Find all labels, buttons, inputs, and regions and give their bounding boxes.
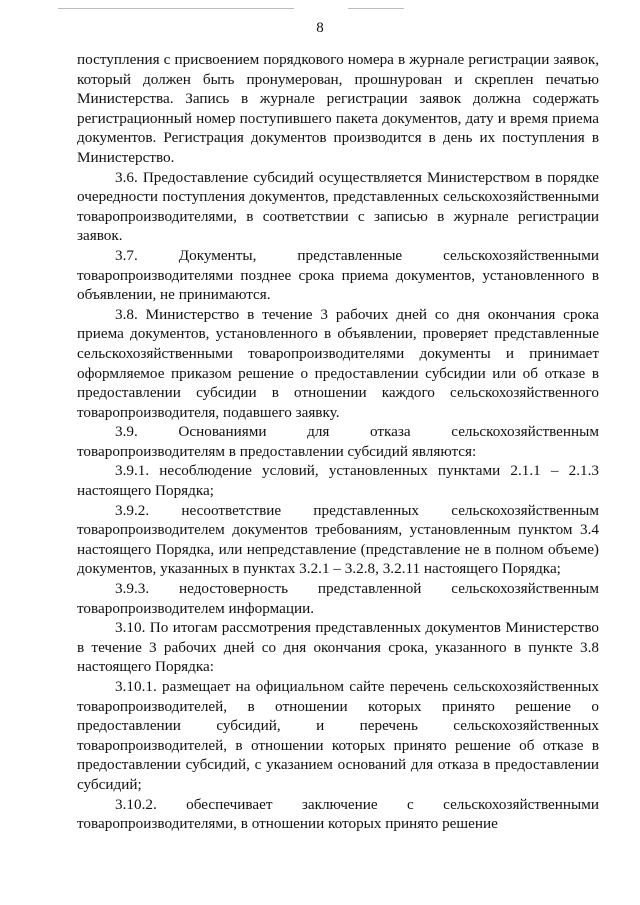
paragraph-3-10-1: 3.10.1. размещает на официальном сайте перечень сельскохозяйственных товаропроизводителей, в отношении которых принято решение о предоставлении субсидий, и перечень сельскохозяйственных товаропроизводителей, в отношении которых принято решение об отказе в предоставлении субсидий, с указанием оснований для отказа в предоставлении субсидий;	[77, 678, 599, 793]
paragraph-3-10-2: 3.10.2. обеспечивает заключение с сельскохозяйственными товаропроизводителями, в отношении которых принято решение	[77, 795, 599, 833]
paragraph-3-9: 3.9. Основаниями для отказа сельскохозяйственным товаропроизводителям в предоставлении субсидий являются:	[77, 423, 599, 460]
page-top-rule	[348, 8, 404, 9]
paragraph-continuation: поступления с присвоением порядкового номера в журнале регистрации заявок, который должен быть пронумерован, прошнурован и скреплен печатью Министерства. Запись в журнале регистрации заявок должна содержать регистрационный номер поступившего пакета документов, дату и время приема документов. Регистрация документов производится в день их поступления в Министерство.	[77, 51, 599, 166]
paragraph-3-9-1: 3.9.1. несоблюдение условий, установленных пунктами 2.1.1 – 2.1.3 настоящего Порядка;	[77, 462, 599, 500]
document-body	[77, 50, 599, 834]
paragraph-3-10: 3.10. По итогам рассмотрения представленных документов Министерство в течение 3 рабочих дней со дня окончания срока, указанного в пункте 3.8 настоящего Порядка:	[77, 619, 599, 676]
paragraph-3-9-2: 3.9.2. несоответствие представленных сельскохозяйственным товаропроизводителем документов требованиям, установленным пунктом 3.4 настоящего Порядка, или непредставление (представление не в полном объеме) документов, указанных в пунктах 3.2.1 – 3.2.8, 3.2.11 настоящего Порядка;	[77, 501, 599, 578]
paragraph-3-9-3: 3.9.3. недостоверность представленной сельскохозяйственным товаропроизводителем информации.	[77, 580, 599, 617]
paragraph-3-7: 3.7. Документы, представленные сельскохозяйственными товаропроизводителями позднее срока приема документов, установленного в объявлении, не принимаются.	[77, 246, 599, 304]
paragraph-3-8: 3.8. Министерство в течение 3 рабочих дней со дня окончания срока приема документов, установленного в объявлении, проверяет представленные сельскохозяйственными товаропроизводителями документы и принимает оформляемое приказом решение о предоставлении субсидии или об отказе в предоставлении субсидии в отношении каждого сельскохозяйственного товаропроизводителя, подавшего заявку.	[77, 305, 599, 421]
paragraph-3-6: 3.6. Предоставление субсидий осуществляется Министерством в порядке очередности поступления документов, представленных сельскохозяйственными товаропроизводителями, в соответствии с записью в журнале регистрации заявок.	[77, 168, 599, 245]
page-top-rule	[58, 8, 294, 9]
page-number: 8	[316, 20, 324, 36]
